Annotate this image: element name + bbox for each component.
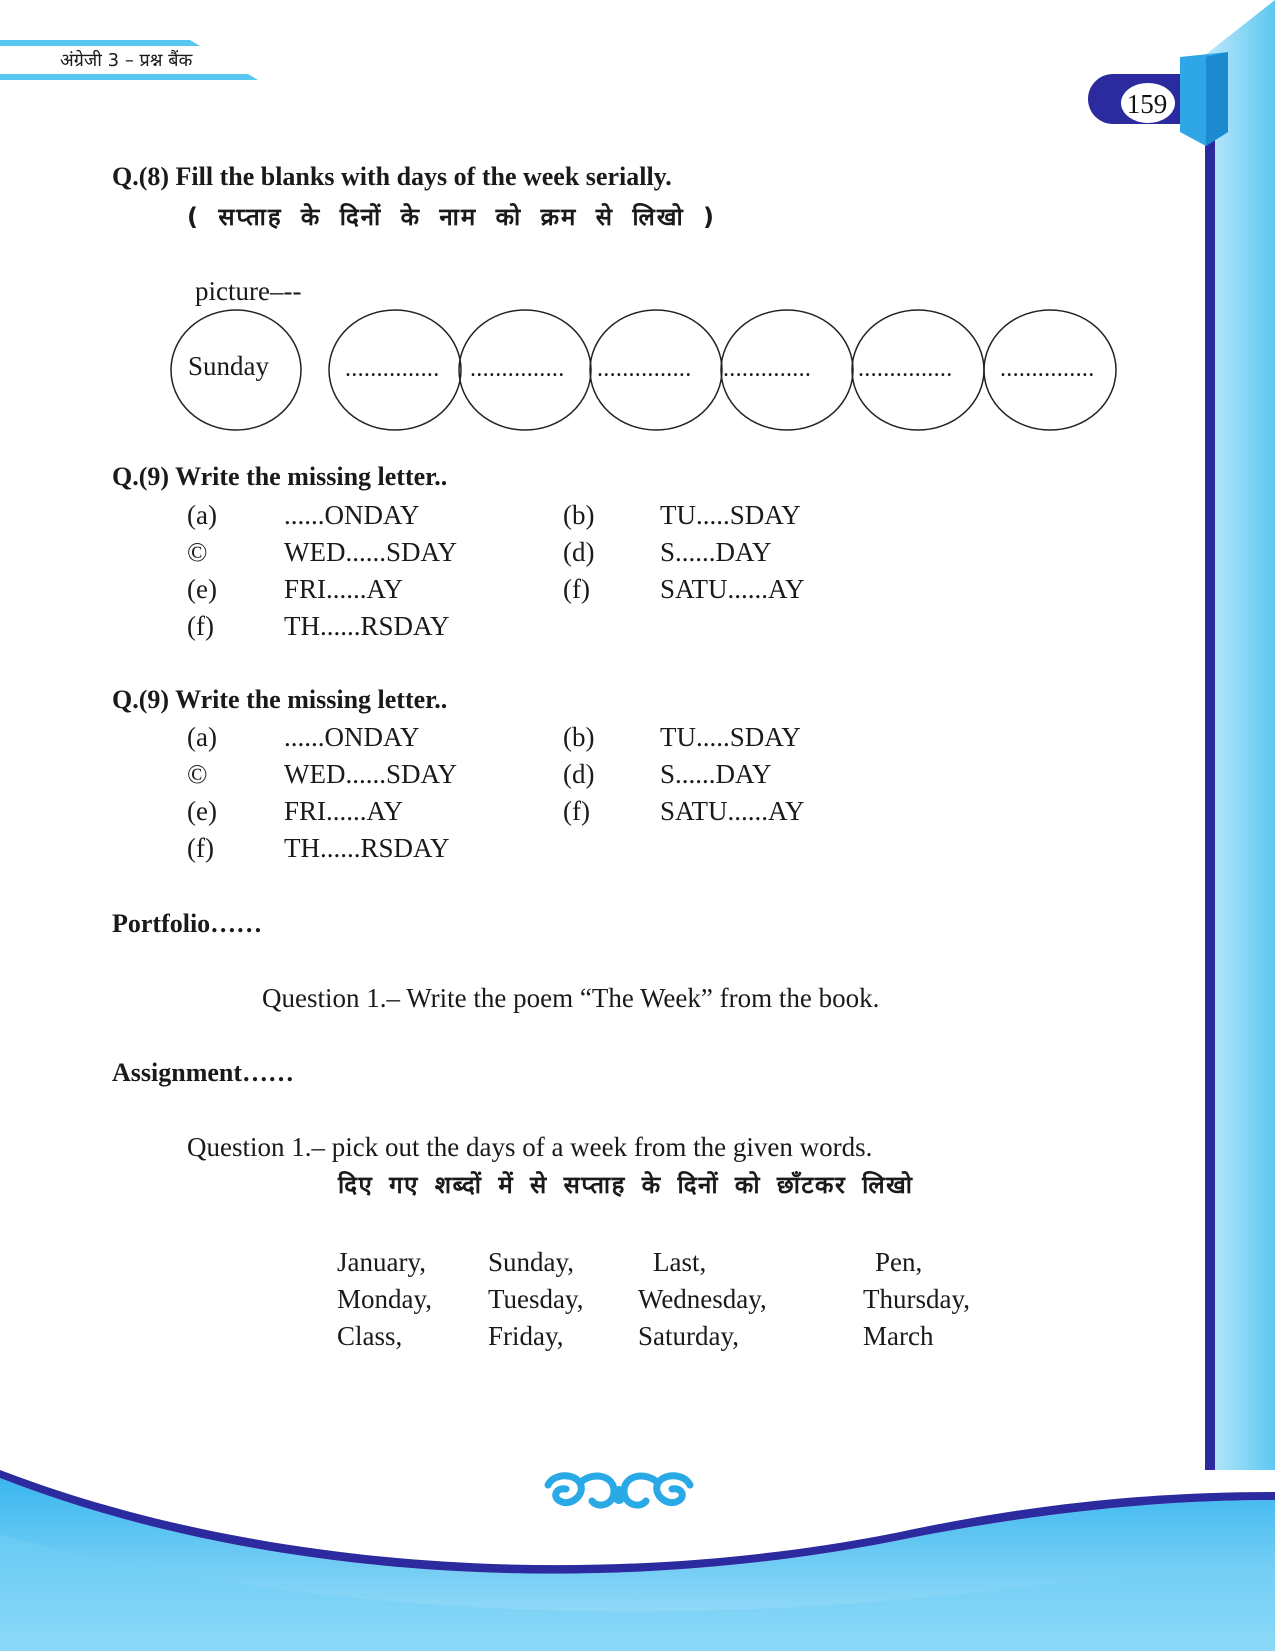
item-label: (d)	[563, 537, 595, 567]
item-word: SATU......AY	[660, 796, 805, 826]
word-option: Monday,	[337, 1284, 432, 1314]
item-word: FRI......AY	[284, 574, 404, 604]
item-label: (e)	[187, 574, 217, 604]
item-word: WED......SDAY	[284, 759, 458, 789]
word-option: Sunday,	[488, 1247, 574, 1277]
day-blank: ..............	[723, 356, 812, 382]
day-blank: ...............	[470, 356, 565, 382]
header-ribbon-top	[0, 40, 200, 46]
assignment-heading: Assignment……	[112, 1058, 295, 1087]
item-label: (b)	[563, 722, 595, 752]
day-blank: ...............	[1000, 356, 1095, 382]
word-option: Last,	[653, 1247, 707, 1277]
word-option: March	[863, 1321, 934, 1351]
item-label: (f)	[563, 574, 590, 604]
item-word: TH......RSDAY	[284, 611, 450, 641]
word-option: January,	[337, 1247, 426, 1277]
item-word: TU.....SDAY	[660, 500, 801, 530]
item-label: (a)	[187, 500, 217, 530]
item-word: WED......SDAY	[284, 537, 458, 567]
ornament-icon	[540, 1467, 730, 1517]
item-word: SATU......AY	[660, 574, 805, 604]
item-label: (f)	[187, 833, 214, 863]
word-option: Saturday,	[638, 1321, 739, 1351]
item-label: (f)	[187, 611, 214, 641]
first-day-label: Sunday	[188, 351, 269, 381]
word-option: Friday,	[488, 1321, 564, 1351]
item-word: TH......RSDAY	[284, 833, 450, 863]
item-word: FRI......AY	[284, 796, 404, 826]
assignment-question: Question 1.– pick out the days of a week from the given words.	[187, 1132, 873, 1162]
item-word: ......ONDAY	[284, 500, 420, 530]
item-label: ©	[187, 759, 208, 789]
item-label: ©	[187, 537, 208, 567]
q9-second-heading: Q.(9) Write the missing letter..	[112, 685, 448, 714]
item-word: S......DAY	[660, 759, 772, 789]
assignment-hindi-instruction: दिए गए शब्दों में से सप्ताह के दिनों को छाँटकर लिखो	[338, 1171, 914, 1199]
word-option: Pen,	[875, 1247, 923, 1277]
item-word: TU.....SDAY	[660, 722, 801, 752]
day-blank: ...............	[345, 356, 440, 382]
q8-hindi-instruction: ( सप्ताह के दिनों के नाम को क्रम से लिखो )	[187, 203, 716, 231]
portfolio-heading: Portfolio……	[112, 909, 263, 938]
day-blank: ...............	[858, 356, 953, 382]
q8-heading: Q.(8) Fill the blanks with days of the week serially.	[112, 162, 672, 191]
day-blank: ...............	[597, 356, 692, 382]
item-label: (b)	[563, 500, 595, 530]
q9-first-heading: Q.(9) Write the missing letter..	[112, 462, 448, 491]
header-ribbon-bottom	[0, 74, 258, 80]
item-word: S......DAY	[660, 537, 772, 567]
word-option: Wednesday,	[638, 1284, 767, 1314]
book-title: अंग्रेजी 3 – प्रश्न बैंक	[60, 50, 193, 71]
portfolio-question: Question 1.– Write the poem “The Week” from the book.	[262, 983, 880, 1013]
page-number: 159	[1126, 89, 1168, 119]
word-option: Thursday,	[863, 1284, 970, 1314]
item-word: ......ONDAY	[284, 722, 420, 752]
item-label: (f)	[563, 796, 590, 826]
word-option: Tuesday,	[488, 1284, 584, 1314]
item-label: (d)	[563, 759, 595, 789]
item-label: (e)	[187, 796, 217, 826]
item-label: (a)	[187, 722, 217, 752]
word-option: Class,	[337, 1321, 403, 1351]
side-panel	[1205, 0, 1275, 1470]
side-bar	[1205, 140, 1215, 1470]
picture-label: picture–--	[195, 276, 302, 306]
